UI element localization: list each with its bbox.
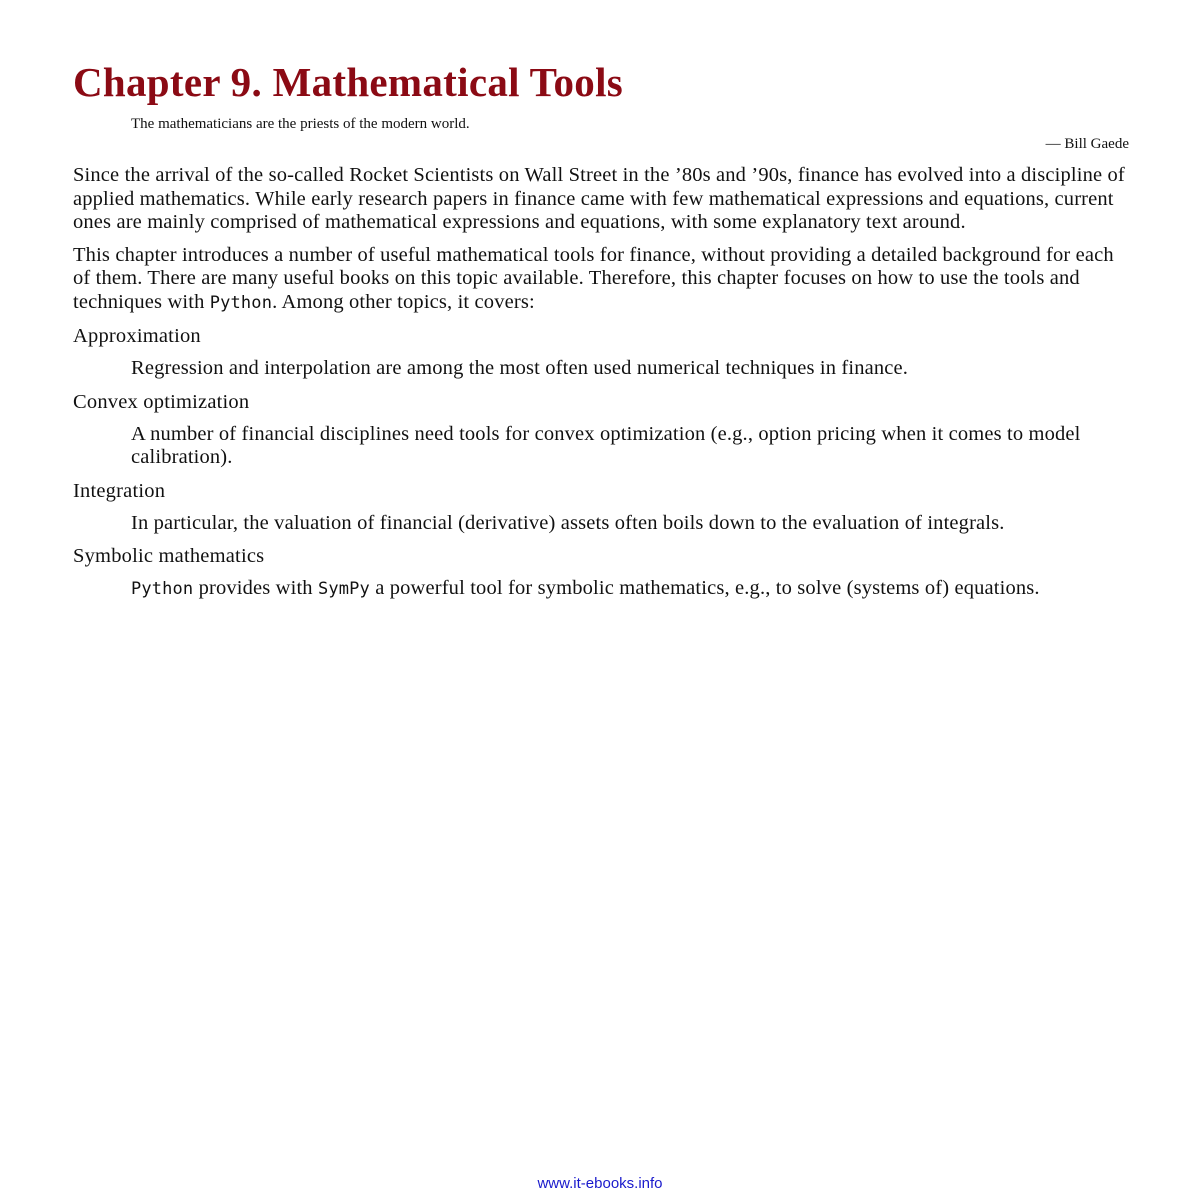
topic-term-convex-optimization: Convex optimization: [73, 390, 250, 413]
topic-definition-approximation: Regression and interpolation are among the most often used numerical techniques in finance.: [131, 357, 909, 379]
definition-text: provides with: [193, 577, 318, 599]
chapter-title: Chapter 9. Mathematical Tools: [73, 59, 624, 105]
intro-paragraph-1: Since the arrival of the so-called Rocket Scientists on Wall Street in the ’80s and ’90s, finance has evolved into a discipline of applied mathematics. While early research papers in finance came with few mathematical expressions and equations, current ones are mainly comprised of mathematical expressions and equations, with some explanatory text around.: [73, 164, 1125, 233]
code-python: Python: [209, 292, 273, 313]
footer: [0, 1175, 1200, 1192]
footer-link[interactable]: www.it-ebooks.info: [537, 1175, 663, 1192]
topic-term-symbolic-mathematics: Symbolic mathematics: [73, 545, 265, 567]
topic-term-approximation: Approximation: [73, 325, 201, 347]
intro-paragraph-2: [73, 244, 1129, 316]
page-content: [73, 58, 1129, 602]
epigraph-quote: The mathematicians are the priests of the modern world.: [131, 116, 470, 132]
epigraph: [73, 114, 1129, 154]
epigraph-attribution: — Bill Gaede: [1045, 136, 1129, 152]
topic-list: [73, 324, 1129, 602]
definition-text-tail: a powerful tool for symbolic mathematics, e.g., to solve (systems of) equations.: [369, 577, 1040, 599]
topic-definition-integration: In particular, the valuation of financial (derivative) assets often boils down to the evaluation of integrals.: [131, 511, 1005, 534]
intro-paragraph-2-tail: . Among other topics, it covers:: [272, 290, 535, 313]
code-sympy: SymPy: [317, 579, 370, 599]
topic-definition-convex-optimization: A number of financial disciplines need tools for convex optimization (e.g., option pricing when it comes to model calibration).: [131, 422, 1081, 468]
intro-paragraph-2-text: This chapter introduces a number of useful mathematical tools for finance, without providing a detailed background for each of them. There are many useful books on this topic available. Therefore, this chapter focuses on how to use the tools and techniques with: [73, 243, 1114, 313]
topic-definition-symbolic-mathematics: [131, 577, 1129, 602]
code-python: Python: [131, 579, 194, 599]
topic-term-integration: Integration: [73, 479, 166, 502]
